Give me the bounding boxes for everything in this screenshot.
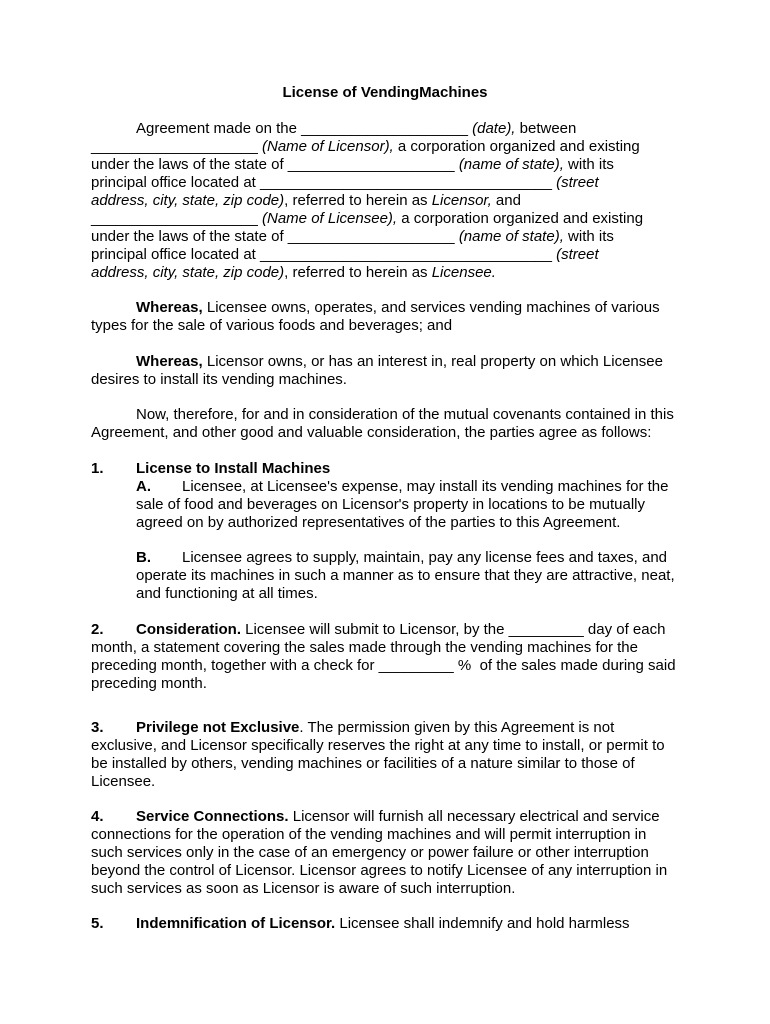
section-2-number: 2. (91, 621, 104, 638)
now-therefore-line-2: Agreement, and other good and valuable consideration, the parties agree as follows: (91, 424, 652, 441)
intro-placeholder: (street (556, 174, 599, 191)
section-4-heading: Service Connections. (136, 808, 289, 825)
intro-line-6 (91, 210, 643, 228)
section-1b-line-2: operate its machines in such a manner as to ensure that they are attractive, neat, (136, 567, 675, 584)
intro-text: , referred to herein as (284, 192, 432, 209)
section-1b-line-3: and functioning at all times. (136, 585, 318, 602)
intro-text: ____________________ (91, 210, 263, 227)
intro-line-1 (136, 120, 576, 138)
now-therefore-line-1: Now, therefore, for and in consideration of the mutual covenants contained in this (136, 406, 674, 423)
whereas-2-line-2: desires to install its vending machines. (91, 371, 347, 388)
intro-line-9 (91, 264, 496, 282)
section-2-line-1 (136, 621, 665, 639)
section-1b-line-1: Licensee agrees to supply, maintain, pay any license fees and taxes, and (182, 549, 668, 566)
section-4-text: Licensor will furnish all necessary electrical and service (288, 808, 660, 825)
whereas-text: Licensor owns, or has an interest in, real property on which Licensee (202, 353, 663, 370)
whereas-1-line-1 (136, 299, 660, 317)
section-1a-line-2: sale of food and beverages on Licensor's property in locations to be mutually (136, 496, 646, 513)
whereas-1-line-2: types for the sale of various foods and beverages; and (91, 317, 453, 334)
section-5-line-1 (136, 915, 630, 933)
section-2-line-4: preceding month. (91, 675, 207, 692)
intro-text: a corporation organized and existing (393, 138, 640, 155)
section-4-line-2: connections for the operation of the vending machines and will permit interruption in (91, 826, 647, 843)
intro-placeholder: address, city, state, zip code) (91, 264, 285, 281)
section-2-line-2: month, a statement covering the sales made through the vending machines for the (91, 639, 638, 656)
intro-placeholder: (date), (472, 120, 516, 137)
section-4-line-5: such services as soon as Licensor is aware of such interruption. (91, 880, 516, 897)
intro-placeholder: (street (556, 246, 599, 263)
intro-text: Agreement made on the ____________________ (136, 120, 473, 137)
intro-placeholder: Licensor, (431, 192, 492, 209)
section-4-line-4: beyond the control of Licensor. Licensor agrees to notify Licensee of any interruption in (91, 862, 668, 879)
section-1b-letter: B. (136, 549, 151, 566)
intro-text: principal office located at ___________________________________ (91, 246, 557, 263)
section-5-text: Licensee shall indemnify and hold harmless (335, 915, 630, 932)
whereas-keyword: Whereas, (136, 353, 203, 370)
section-5-heading: Indemnification of Licensor. (136, 915, 336, 932)
section-3-number: 3. (91, 719, 104, 736)
intro-placeholder: (Name of Licensee), (262, 210, 398, 227)
intro-text: and (491, 192, 521, 209)
section-2-text: Licensee will submit to Licensor, by the _________ day of each (241, 621, 666, 638)
intro-placeholder: (name of state), (458, 156, 564, 173)
section-3-line-4: Licensee. (91, 773, 156, 790)
section-1-number: 1. (91, 460, 104, 477)
section-5-number: 5. (91, 915, 104, 932)
whereas-keyword: Whereas, (136, 299, 203, 316)
section-1a-line-3: agreed on by authorized representatives of the parties to this Agreement. (136, 514, 621, 531)
intro-text: with its (563, 228, 614, 245)
section-2-line-3: preceding month, together with a check for _________ % of the sales made during said (91, 657, 676, 674)
intro-line-2 (91, 138, 640, 156)
section-3-line-2: exclusive, and Licensor specifically reserves the right at any time to install, or permit to (91, 737, 665, 754)
intro-placeholder: Licensee. (431, 264, 496, 281)
section-3-text: . The permission given by this Agreement is not (299, 719, 615, 736)
intro-placeholder: address, city, state, zip code) (91, 192, 285, 209)
document-title: License of VendingMachines (282, 84, 488, 101)
intro-text: principal office located at ___________________________________ (91, 174, 557, 191)
whereas-2-line-1 (136, 353, 663, 371)
section-1a-line-1: Licensee, at Licensee's expense, may install its vending machines for the (182, 478, 669, 495)
intro-text: between (515, 120, 577, 137)
whereas-text: Licensee owns, operates, and services vending machines of various (202, 299, 660, 316)
section-1a-letter: A. (136, 478, 151, 495)
intro-text: , referred to herein as (284, 264, 432, 281)
intro-placeholder: (name of state), (458, 228, 564, 245)
section-3-line-1 (136, 719, 614, 737)
section-4-line-3: such services only in the case of an emergency or power failure or other interruption (91, 844, 649, 861)
section-3-heading: Privilege not Exclusive (136, 719, 300, 736)
section-3-line-3: be installed by others, vending machines or facilities of a nature similar to those of (91, 755, 635, 772)
intro-line-4 (91, 174, 599, 192)
intro-line-8 (91, 246, 599, 264)
intro-line-5 (91, 192, 521, 210)
intro-text: with its (563, 156, 614, 173)
intro-placeholder: (Name of Licensor), (262, 138, 394, 155)
section-4-number: 4. (91, 808, 104, 825)
section-2-heading: Consideration. (136, 621, 242, 638)
intro-text: under the laws of the state of ____________________ (91, 228, 459, 245)
intro-line-3 (91, 156, 614, 174)
intro-text: ____________________ (91, 138, 263, 155)
intro-line-7 (91, 228, 614, 246)
intro-text: under the laws of the state of ____________________ (91, 156, 459, 173)
intro-text: a corporation organized and existing (397, 210, 644, 227)
section-1-heading: License to Install Machines (136, 460, 331, 477)
section-4-line-1 (136, 808, 660, 826)
